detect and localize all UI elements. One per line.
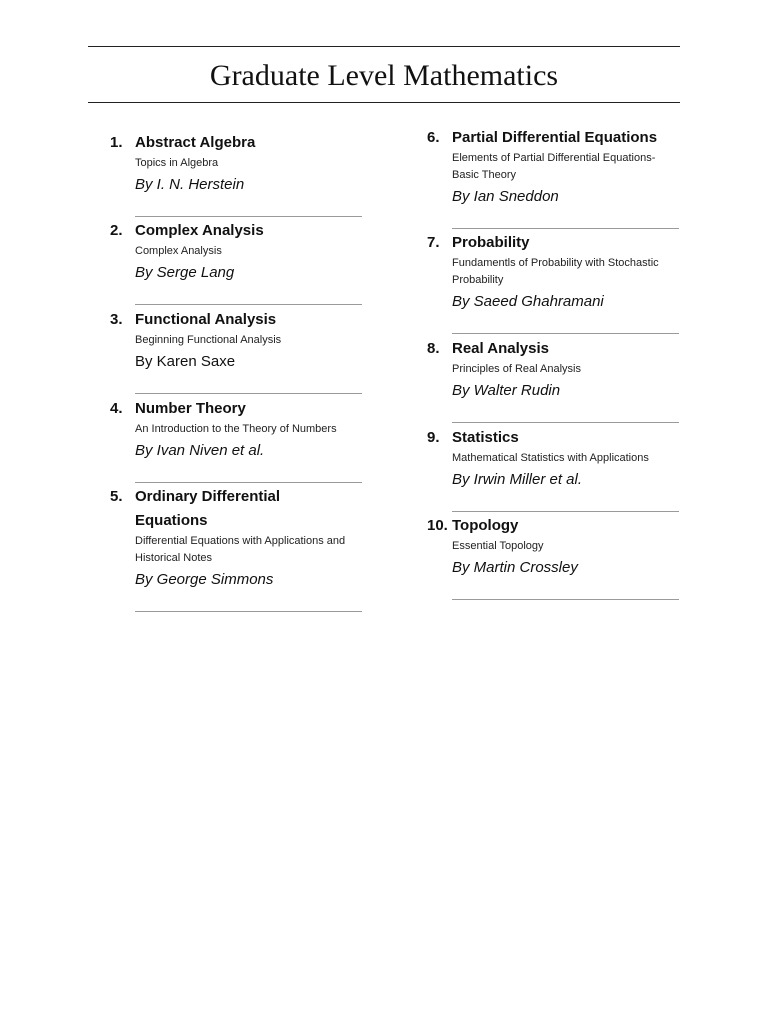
list-item [110, 397, 362, 483]
list-item [427, 426, 679, 512]
book-heading [110, 219, 362, 243]
list-item [427, 514, 679, 600]
book-heading [110, 131, 362, 155]
book-title: Fundamentls of Probability with Stochastic Probability [452, 257, 659, 286]
item-divider [135, 393, 362, 394]
book-title: Principles of Real Analysis [452, 363, 582, 375]
subject-heading: Probability [452, 234, 530, 251]
subject-heading: Ordinary Differential Equations [135, 488, 281, 529]
subject-heading: Functional Analysis [135, 311, 277, 328]
book-author: By Karen Saxe [135, 353, 236, 370]
item-number: 6. [427, 129, 440, 146]
item-number: 10. [427, 517, 448, 534]
book-author: By I. N. Herstein [135, 176, 245, 193]
book-author: By Walter Rudin [452, 382, 561, 399]
list-item [110, 219, 362, 305]
book-heading [427, 426, 679, 450]
book-heading [427, 231, 679, 255]
book-author: By Serge Lang [135, 264, 235, 281]
list-item [427, 337, 679, 423]
item-divider [452, 422, 679, 423]
item-divider [135, 304, 362, 305]
item-divider [135, 611, 362, 612]
book-author: By Saeed Ghahramani [452, 293, 604, 310]
subject-heading: Topology [452, 517, 519, 534]
book-heading [110, 485, 362, 533]
book-title: Differential Equations with Applications and Historical Notes [135, 535, 346, 564]
item-number: 2. [110, 222, 123, 239]
title-top-rule [88, 46, 680, 47]
book-author: By Irwin Miller et al. [452, 471, 583, 488]
page-title: Graduate Level Mathematics [209, 59, 559, 92]
item-number: 9. [427, 429, 440, 446]
list-item [110, 131, 362, 217]
book-title: An Introduction to the Theory of Numbers [135, 423, 337, 435]
item-divider [452, 599, 679, 600]
list-item [110, 485, 362, 612]
book-author: By Martin Crossley [452, 559, 578, 576]
subject-heading: Real Analysis [452, 340, 549, 357]
subject-heading: Partial Differential Equations [452, 129, 658, 146]
subject-heading: Number Theory [135, 400, 246, 417]
item-divider [135, 216, 362, 217]
list-item [427, 126, 679, 229]
item-divider [135, 482, 362, 483]
book-heading [427, 337, 679, 361]
item-divider [452, 228, 679, 229]
subject-heading: Abstract Algebra [135, 134, 256, 151]
book-title: Beginning Functional Analysis [135, 334, 282, 346]
item-number: 7. [427, 234, 440, 251]
book-heading [110, 308, 362, 332]
book-title: Elements of Partial Differential Equations-Basic Theory [452, 152, 656, 181]
book-title: Essential Topology [452, 540, 544, 552]
list-item [110, 308, 362, 394]
item-number: 8. [427, 340, 440, 357]
subject-heading: Complex Analysis [135, 222, 264, 239]
book-title: Mathematical Statistics with Applications [452, 452, 649, 464]
book-author: By George Simmons [135, 571, 274, 588]
book-heading [110, 397, 362, 421]
item-number: 4. [110, 400, 123, 417]
book-heading [427, 126, 679, 150]
book-author: By Ian Sneddon [452, 188, 559, 205]
item-number: 5. [110, 488, 123, 505]
title-bottom-rule [88, 102, 680, 103]
list-item [427, 231, 679, 334]
item-divider [452, 333, 679, 334]
book-author: By Ivan Niven et al. [135, 442, 265, 459]
item-divider [452, 511, 679, 512]
item-number: 1. [110, 134, 123, 151]
item-number: 3. [110, 311, 123, 328]
book-title: Topics in Algebra [135, 157, 219, 169]
subject-heading: Statistics [452, 429, 519, 446]
book-title: Complex Analysis [135, 245, 222, 257]
book-heading [427, 514, 679, 538]
